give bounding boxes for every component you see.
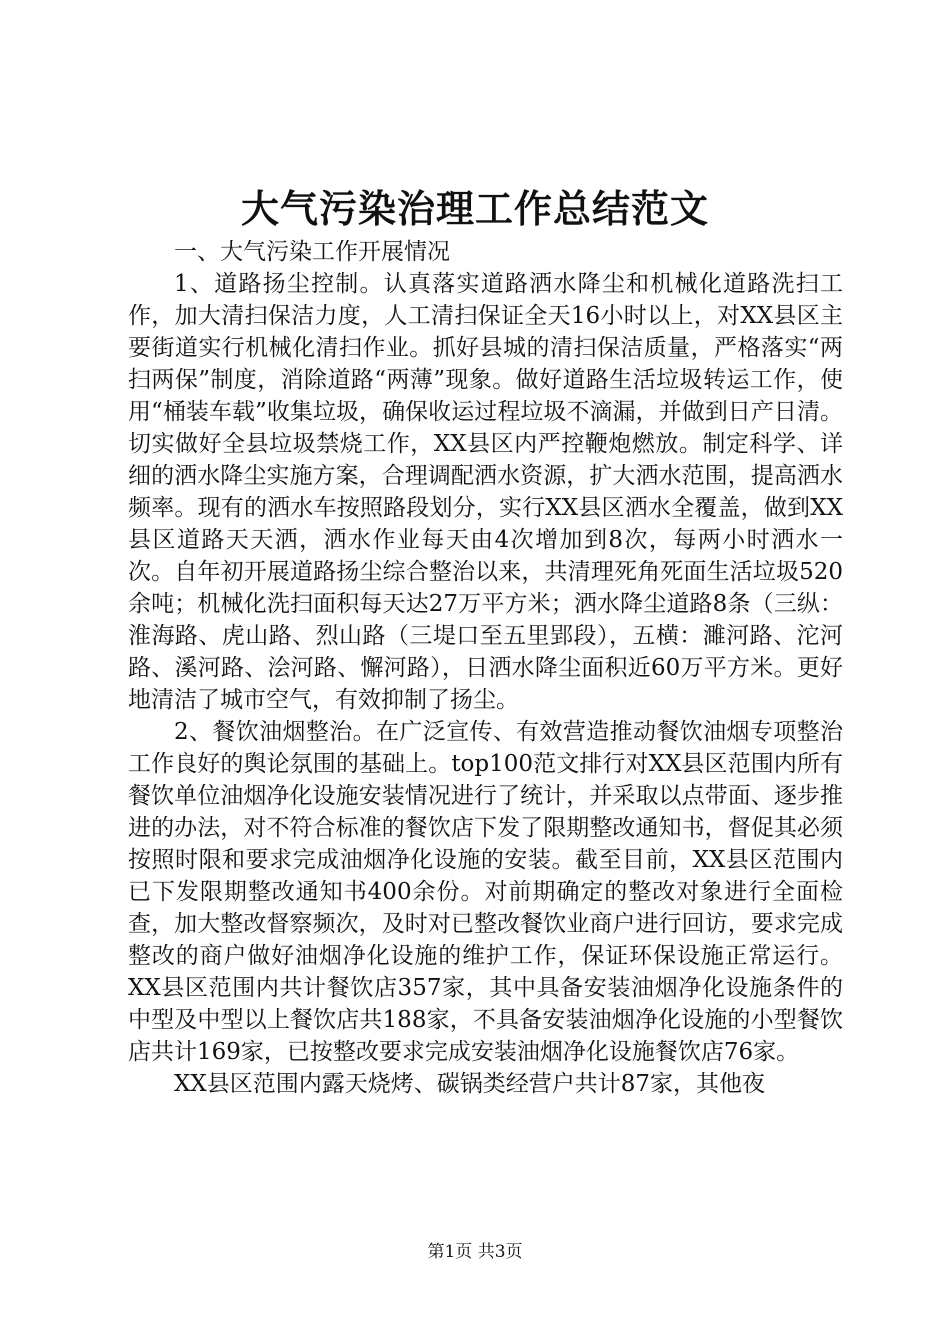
document-title: 大气污染治理工作总结范文: [240, 186, 709, 231]
paragraph-road-dust: 1、道路扬尘控制。认真落实道路洒水降尘和机械化道路洗扫工作，加大清扫保洁力度，人工清扫保证全天16小时以上，对XX县区主要街道实行机械化清扫作业。抓好县城的清扫保洁质量，严格落实“两扫两保”制度，消除道路“两薄”现象。做好道路生活垃圾转运工作，使用“桶装车载”收集垃圾，确保收运过程垃圾不滴漏，并做到日产日清。切实做好全县垃圾禁烧工作，XX县区内严控鞭炮燃放。制定科学、详细的洒水降尘实施方案，合理调配洒水资源，扩大洒水范围，提高洒水频率。现有的洒水车按照路段划分，实行XX县区洒水全覆盖，做到XX县区道路天天洒，洒水作业每天由4次增加到8次，每两小时洒水一次。自年初开展道路扬尘综合整治以来，共清理死角死面生活垃圾520余吨；机械化洗扫面积每天达27万平方米；洒水降尘道路8条（三纵：淮海路、虎山路、烈山路（三堤口至五里郢段），五横：濉河路、沱河路、溪河路、浍河路、懈河路），日洒水降尘面积近60万平方米。更好地清洁了城市空气，有效抑制了扬尘。: [128, 271, 843, 713]
page-number-footer: 第1页 共3页: [427, 1242, 523, 1262]
document-body: [128, 236, 843, 1100]
paragraph-outdoor-bbq: XX县区范围内露天烧烤、碳锅类经营户共计87家，其他夜: [174, 1071, 766, 1097]
paragraph-catering-fumes: 2、餐饮油烟整治。在广泛宣传、有效营造推动餐饮油烟专项整治工作良好的舆论氛围的基础上。top100范文排行对XX县区范围内所有餐饮单位油烟净化设施安装情况进行了统计，并采取以点带面、逐步推进的办法，对不符合标准的餐饮店下发了限期整改通知书，督促其必须按照时限和要求完成油烟净化设施的安装。截至目前，XX县区范围内已下发限期整改通知书400余份。对前期确定的整改对象进行全面检查，加大整改督察频次，及时对已整改餐饮业商户进行回访，要求完成整改的商户做好油烟净化设施的维护工作，保证环保设施正常运行。XX县区范围内共计餐饮店357家，其中具备安装油烟净化设施条件的中型及中型以上餐饮店共188家，不具备安装油烟净化设施的小型餐饮店共计169家，已按整改要求完成安装油烟净化设施餐饮店76家。: [128, 719, 843, 1065]
section-heading: 一、大气污染工作开展情况: [174, 239, 450, 265]
